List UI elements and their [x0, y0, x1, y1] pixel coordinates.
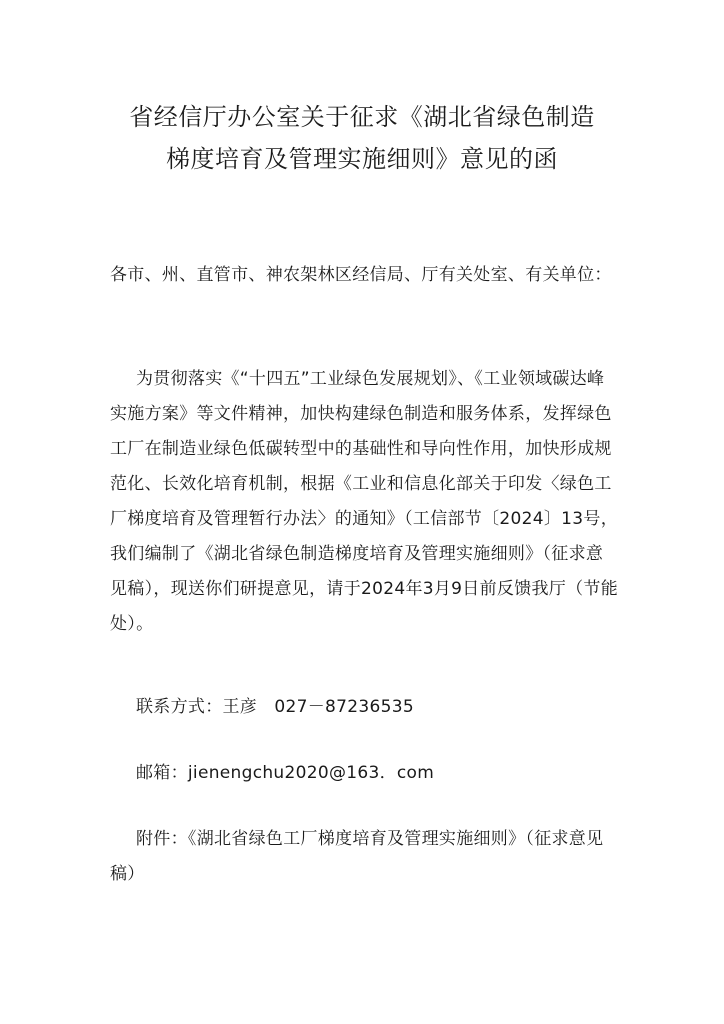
main-paragraph: 为贯彻落实《“十四五”工业绿色发展规划》、《工业领域碳达峰实施方案》等文件精神，加快构建绿色制造和服务体系，发挥绿色工厂在制造业绿色低碳转型中的基础性和导向性作用，加快形成规范化、长效化培育机制，根据《工业和信息化部关于印发〈绿色工厂梯度培育及管理暂行办法〉的通知》（工信部节〔2024〕13号，我们编制了《湖北省绿色制造梯度培育及管理实施细则》（征求意见稿），现送你们研提意见，请于2024年3月9日前反馈我厅（节能处）。 — [110, 369, 618, 634]
title-line-1: 省经信厅办公室关于征求《湖北省绿色制造 — [129, 103, 595, 131]
email-info: 邮箱：jienengchu2020@163．com — [136, 763, 435, 783]
attachment-info: 附件：《湖北省绿色工厂梯度培育及管理实施细则》（征求意见稿） — [110, 829, 604, 884]
document-title — [0, 96, 724, 180]
contact-info: 联系方式：王彦 027－87236535 — [136, 697, 414, 717]
title-line-2: 梯度培育及管理实施细则》意见的函 — [166, 145, 558, 173]
salutation: 各市、州、直管市、神农架林区经信局、厅有关处室、有关单位： — [110, 265, 612, 285]
